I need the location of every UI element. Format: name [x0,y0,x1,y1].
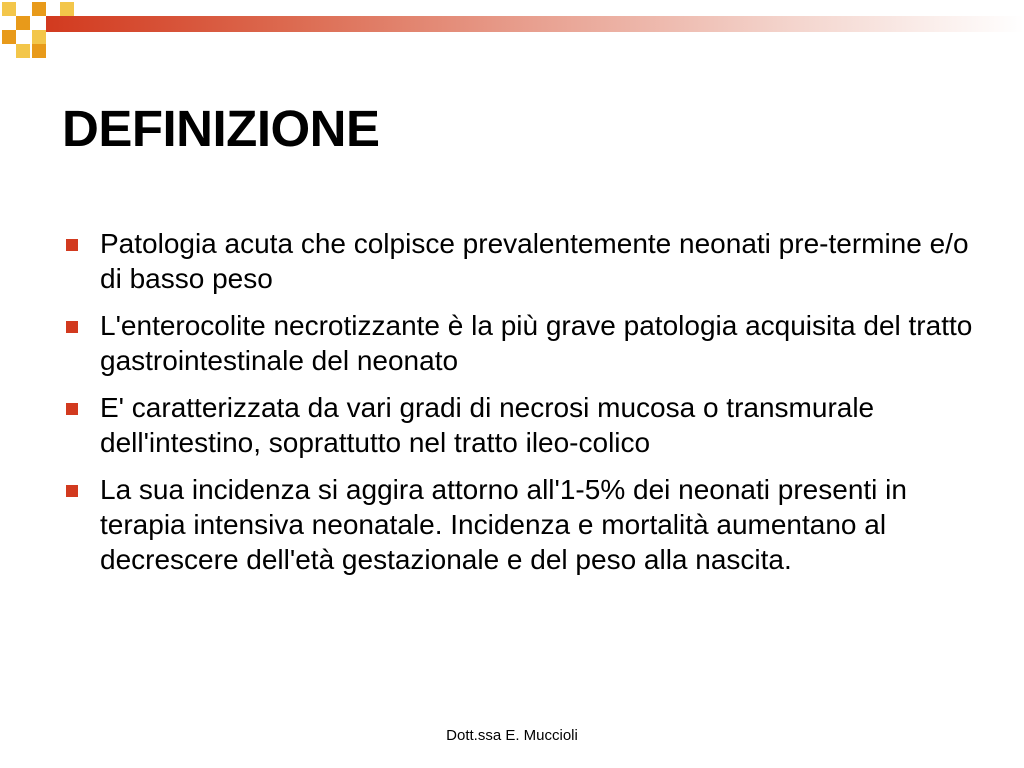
mosaic-tile [32,44,46,58]
bullet-text: Patologia acuta che colpisce prevalentemente neonati pre-termine e/o di basso peso [100,228,969,294]
mosaic-tile [60,2,74,16]
mosaic-tile [2,2,16,16]
mosaic-tile [16,16,30,30]
bullet-text: La sua incidenza si aggira attorno all'1-5% dei neonati presenti in terapia intensiva neonatale. Incidenza e mortalità aumentano al decrescere dell'età gestazionale e del peso alla nascita. [100,474,907,575]
bullet-item [62,308,982,378]
mosaic-tile [32,30,46,44]
bullet-item [62,390,982,460]
bullet-item [62,226,982,296]
bullet-text: L'enterocolite necrotizzante è la più grave patologia acquisita del tratto gastrointestinale del neonato [100,310,973,376]
footer-author: Dott.ssa E. Muccioli [446,727,578,744]
slide-title: DEFINIZIONE [62,100,380,157]
mosaic-tile [16,44,30,58]
mosaic-tile [32,2,46,16]
square-bullet-icon [66,485,78,497]
title-gradient-bar [46,16,1024,32]
square-bullet-icon [66,403,78,415]
bullet-list [62,226,982,589]
bullet-item [62,472,982,577]
square-bullet-icon [66,321,78,333]
square-bullet-icon [66,239,78,251]
mosaic-tile [2,30,16,44]
bullet-text: E' caratterizzata da vari gradi di necrosi mucosa o transmurale dell'intestino, soprattutto nel tratto ileo-colico [100,392,875,458]
